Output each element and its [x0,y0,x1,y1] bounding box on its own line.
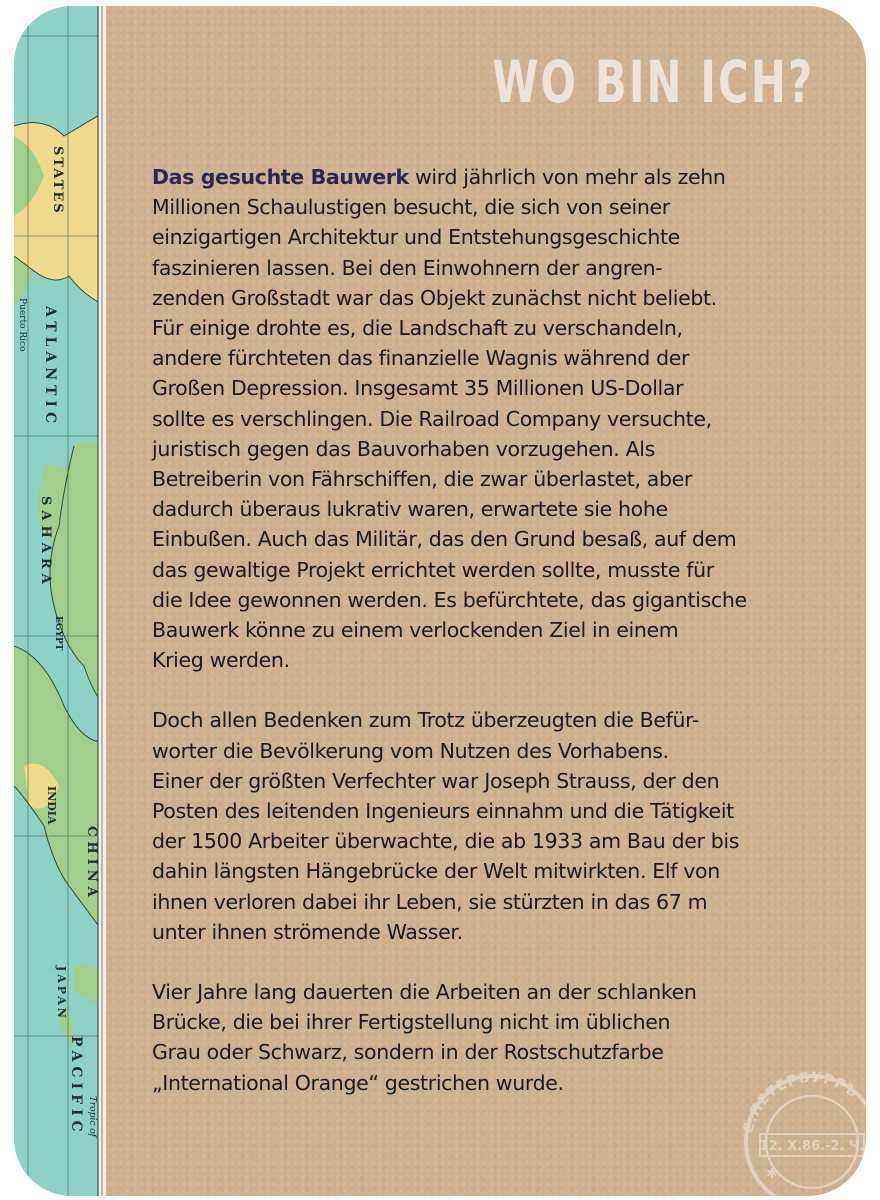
text-line: Großen Depression. Insgesamt 35 Millionen US-Dollar [152,376,684,401]
text-line: Grau oder Schwarz, sondern in der Rostschutzfarbe [152,1040,664,1065]
map-label-states: STATES [50,146,65,215]
text-line: unter ihnen strömende Wasser. [152,919,463,944]
text-line: Einbußen. Auch das Militär, das den Grund besaß, auf dem [152,527,737,552]
map-label-pacific: PACIFIC [68,1036,84,1137]
text-line: ihnen verloren dabei ihr Leben, sie stürzten in das 67 m [152,889,708,914]
map-label-egypt: EGYPT [53,616,63,651]
text-line: das gewaltige Projekt errichtet werden sollte, musste für [152,557,714,582]
text-line: juristisch gegen das Bauvorhaben vorzugehen. Als [152,436,655,461]
text-line: faszinieren lassen. Bei den Einwohnern der angren- [152,255,663,280]
text-line: Betreiberin von Fährschiffen, die zwar überlastet, aber [152,467,692,492]
quiz-card [14,6,866,1196]
text-line: der 1500 Arbeiter überwachte, die ab 1933 am Bau der bis [152,829,740,854]
text-line: Bauwerk könne zu einem verlockenden Ziel in einem [152,618,679,643]
map-label-china: CHINA [84,826,99,902]
text-line: worter die Bevölkerung vom Nutzen des Vorhabens. [152,738,669,763]
text-line: einzigartigen Architektur und Entstehungsgeschichte [152,225,680,250]
stamp-city: С.ПЕТЕРБУРГЪ [740,1069,862,1135]
text-line: andere fürchteten das finanzielle Wagnis während der [152,346,690,371]
text-line: Brücke, die bei ihrer Fertigstellung nicht im üblichen [152,1010,671,1035]
stamp-star-icon: ✱ [766,1166,778,1182]
text-line: wird jährlich von mehr als zehn [408,165,726,189]
map-label-india: INDIA [45,786,58,825]
text-line: Millionen Schaulustigen besucht, die sich von seiner [152,195,670,220]
paragraph-1 [152,162,832,675]
postmark-stamp [730,1060,866,1196]
paragraph-2 [152,705,832,947]
lead-phrase: Das gesuchte Bauwerk [152,165,409,189]
map-label-sahara: SAHARA [38,496,53,589]
text-line: Doch allen Bedenken zum Trotz überzeugten die Befür- [152,708,699,733]
map-label-atlantic: ATLANTIC [42,306,58,429]
map-label-tropic: Tropic of [87,1096,97,1138]
text-line: dadurch überaus lukrativ waren, erwartete sie hohe [152,497,668,522]
stamp-date: 12. X.86.-2. Ч. [759,1139,865,1154]
text-line: sollte es verschlingen. Die Railroad Company versuchte, [152,406,712,431]
text-line: die Idee gewonnen werden. Es befürchtete, das gigantische [152,587,747,612]
map-label-japan: JAPAN [55,966,68,1021]
map-label-puerto-rico: Puerto Rico [17,298,27,352]
text-line: Posten des leitenden Ingenieurs einnahm und die Tätigkeit [152,799,734,824]
text-line: Für einige drohte es, die Landschaft zu verschandeln, [152,316,683,341]
world-map-strip [14,6,106,1196]
text-line: zenden Großstadt war das Objekt zunächst nicht beliebt. [152,285,717,310]
card-body [152,162,832,1128]
text-line: Einer der größten Verfechter war Joseph Strauss, der den [152,768,720,793]
text-line: dahin längsten Hängebrücke der Welt mitwirkten. Elf von [152,859,720,884]
text-line: Krieg werden. [152,648,290,673]
text-line: Vier Jahre lang dauerten die Arbeiten an der schlanken [152,980,697,1005]
text-line: „International Orange“ gestrichen wurde. [152,1070,564,1095]
card-title: WO BIN ICH? [491,48,814,116]
